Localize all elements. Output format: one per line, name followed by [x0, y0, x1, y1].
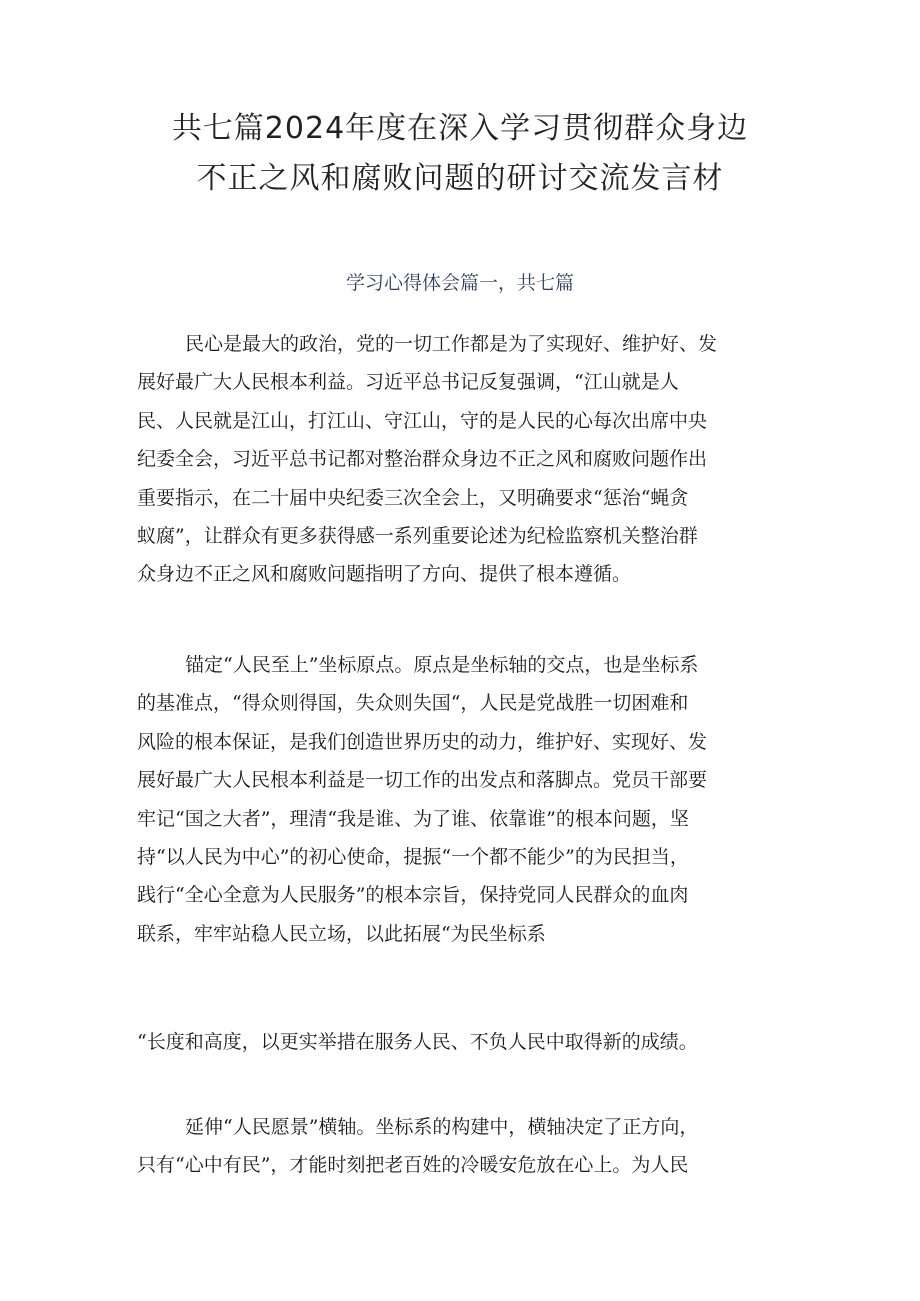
paragraph-line: 众身边不正之风和腐败问题指明了方向、提供了根本遵循。 — [137, 563, 632, 586]
paragraph-line: 持“以人民为中心”的初心使命，提振“一个都不能少”的为民担当， — [137, 846, 689, 869]
paragraph-line: 民心是最大的政治，党的一切工作都是为了实现好、维护好、发 — [185, 333, 718, 355]
paragraph-1 — [137, 325, 797, 594]
paragraph-line: 牢记“国之大者”，理清“我是谁、为了谁、依靠谁”的根本问题，坚 — [137, 807, 689, 830]
section-heading: 学习心得体会篇一，共七篇 — [345, 272, 574, 294]
paragraph-line: 民、人民就是江山，打江山、守江山，守的是人民的心每次出席中央 — [137, 409, 708, 432]
paragraph-line: 纪委全会，习近平总书记都对整治群众身边不正之风和腐败问题作出 — [137, 448, 708, 471]
paragraph-4 — [137, 1108, 797, 1185]
paragraph-line: 延伸“人民愿景”横轴。坐标系的构建中，横轴决定了正方向， — [185, 1116, 699, 1138]
paragraph-line: 联系，牢牢站稳人民立场，以此拓展“为民坐标系 — [137, 922, 546, 945]
paragraph-line: “长度和高度，以更实举措在服务人民、不负人民中取得新的成绩。 — [137, 1031, 698, 1053]
title-line-2: 不正之风和腐败问题的研讨交流发言材 — [196, 161, 724, 196]
paragraph-line: 只有“心中有民”，才能时刻把老百姓的冷暖安危放在心上。为人民 — [137, 1154, 689, 1177]
paragraph-line: 展好最广大人民根本利益。习近平总书记反复强调，“江山就是人 — [137, 371, 679, 394]
paragraph-line: 展好最广大人民根本利益是一切工作的出发点和落脚点。党员干部要 — [137, 769, 708, 792]
title-line-1: 共七篇2024年度在深入学习贯彻群众身边 — [171, 111, 749, 146]
paragraph-line: 风险的根本保证，是我们创造世界历史的动力，维护好、实现好、发 — [137, 730, 708, 753]
paragraph-line: 蚁腐”，让群众有更多获得感一系列重要论述为纪检监察机关整治群 — [137, 525, 698, 548]
paragraph-2 — [137, 646, 797, 953]
paragraph-line: 践行“全心全意为人民服务”的根本宗旨，保持党同人民群众的血肉 — [137, 884, 689, 907]
document-title — [60, 104, 860, 204]
paragraph-line: 重要指示，在二十届中央纪委三次全会上，又明确要求“惩治“蝇贪 — [137, 486, 689, 509]
paragraph-line: 锚定“人民至上”坐标原点。原点是坐标轴的交点，也是坐标系 — [185, 654, 699, 676]
paragraph-3 — [137, 1023, 797, 1061]
paragraph-line: 的基准点，“得众则得国，失众则失国“，人民是党战胜一切困难和 — [137, 692, 689, 715]
